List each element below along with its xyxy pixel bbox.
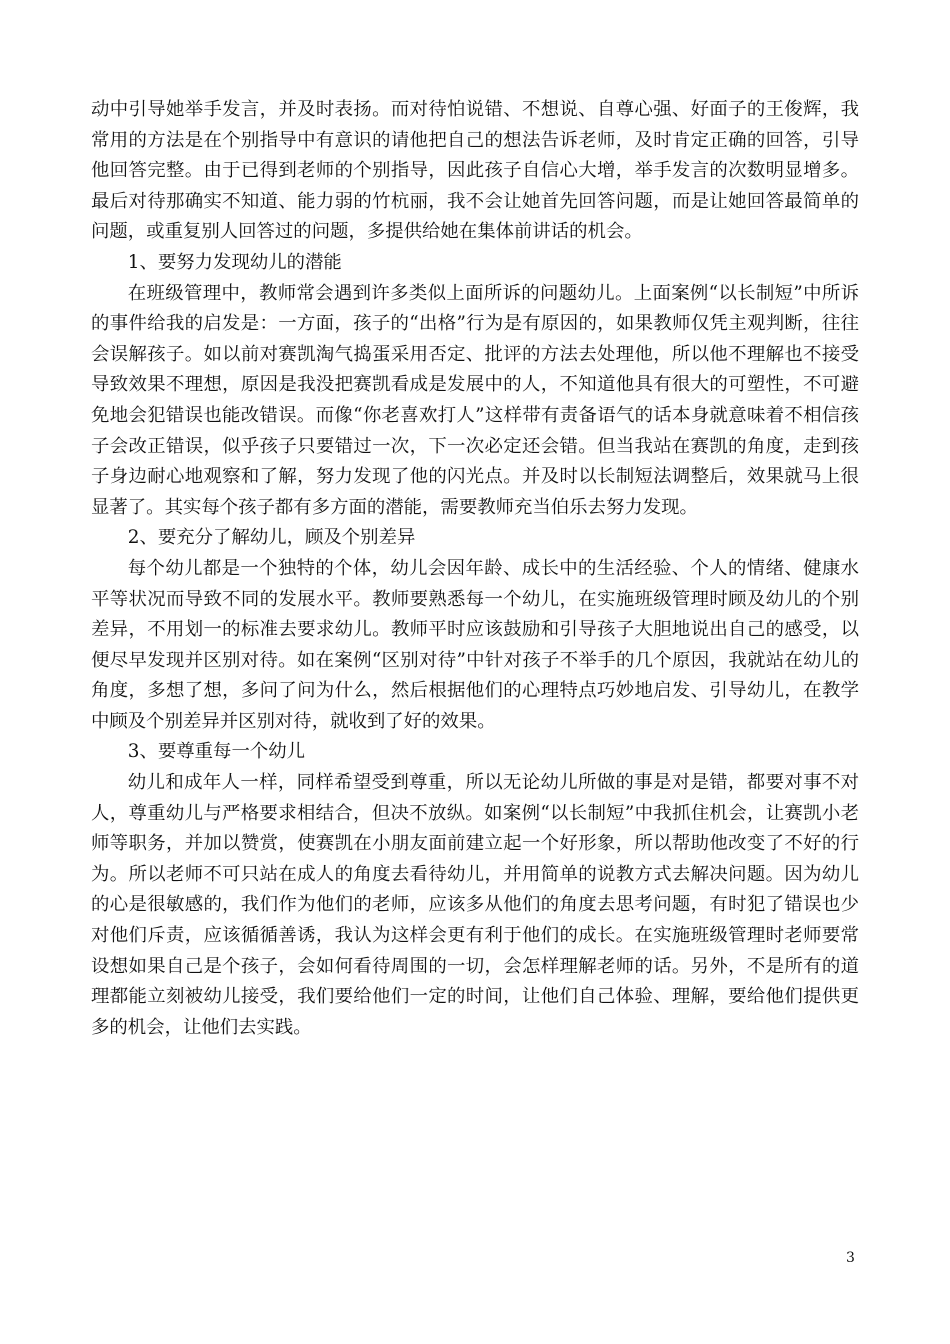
page-number: 3 <box>846 1250 855 1266</box>
paragraph-3: 幼儿和成年人一样，同样希望受到尊重，所以无论幼儿所做的事是对是错，都要对事不对人，尊重幼儿与严格要求相结合，但决不放纵。如案例“以长制短”中我抓住机会，让赛凯小老师等职务，并加以赞赏，使赛凯在小朋友面前建立起一个好形象，所以帮助他改变了不好的行为。所以老师不可只站在成人的角度去看待幼儿，并用简单的说教方式去解决问题。因为幼儿的心是很敏感的，我们作为他们的老师，应该多从他们的角度去思考问题，有时犯了错误也少对他们斥责，应该循循善诱，我认为这样会更有利于他们的成长。在实施班级管理时老师要常设想如果自己是个孩子，会如何看待周围的一切，会怎样理解老师的话。另外，不是所有的道理都能立刻被幼儿接受，我们要给他们一定的时间，让他们自己体验、理解，要给他们提供更多的机会，让他们去实践。 <box>91 772 859 1038</box>
paragraph-2: 每个幼儿都是一个独特的个体，幼儿会因年龄、成长中的生活经验、个人的情绪、健康水平等状况而导致不同的发展水平。教师要熟悉每一个幼儿，在实施班级管理时顾及幼儿的个别差异，不用划一的标准去要求幼儿。教师平时应该鼓励和引导孩子大胆地说出自己的感受，以便尽早发现并区别对待。如在案例“区别对待”中针对孩子不举手的几个原因，我就站在幼儿的角度，多想了想，多问了问为什么，然后根据他们的心理特点巧妙地启发、引导幼儿，在教学中顾及个别差异并区别对待，就收到了好的效果。 <box>91 557 859 732</box>
document-body <box>91 95 859 1043</box>
section-heading-3: 3、要尊重每一个幼儿 <box>127 741 306 763</box>
paragraph-1: 在班级管理中，教师常会遇到许多类似上面所诉的问题幼儿。上面案例“以长制短”中所诉的事件给我的启发是：一方面，孩子的“出格”行为是有原因的，如果教师仅凭主观判断，往往会误解孩子。如以前对赛凯淘气捣蛋采用否定、批评的方法去处理他，所以他不理解也不接受导致效果不理想，原因是我没把赛凯看成是发展中的人，不知道他具有很大的可塑性，不可避免地会犯错误也能改错误。而像“你老喜欢打人”这样带有责备语气的话本身就意味着不相信孩子会改正错误，似乎孩子只要错过一次，下一次必定还会错。但当我站在赛凯的角度，走到孩子身边耐心地观察和了解，努力发现了他的闪光点。并及时以长制短法调整后，效果就马上很显著了。其实每个孩子都有多方面的潜能，需要教师充当伯乐去努力发现。 <box>91 282 859 518</box>
section-heading-2: 2、要充分了解幼儿，顾及个别差异 <box>127 527 416 549</box>
paragraph-continuation: 动中引导她举手发言，并及时表扬。而对待怕说错、不想说、自尊心强、好面子的王俊辉，我常用的方法是在个别指导中有意识的请他把自己的想法告诉老师，及时肯定正确的回答，引导他回答完整。由于已得到老师的个别指导，因此孩子自信心大增，举手发言的次数明显增多。最后对待那确实不知道、能力弱的竹杭丽，我不会让她首先回答问题，而是让她回答最简单的问题，或重复别人回答过的问题，多提供给她在集体前讲话的机会。 <box>91 99 859 243</box>
section-heading-1: 1、要努力发现幼儿的潜能 <box>127 251 342 273</box>
